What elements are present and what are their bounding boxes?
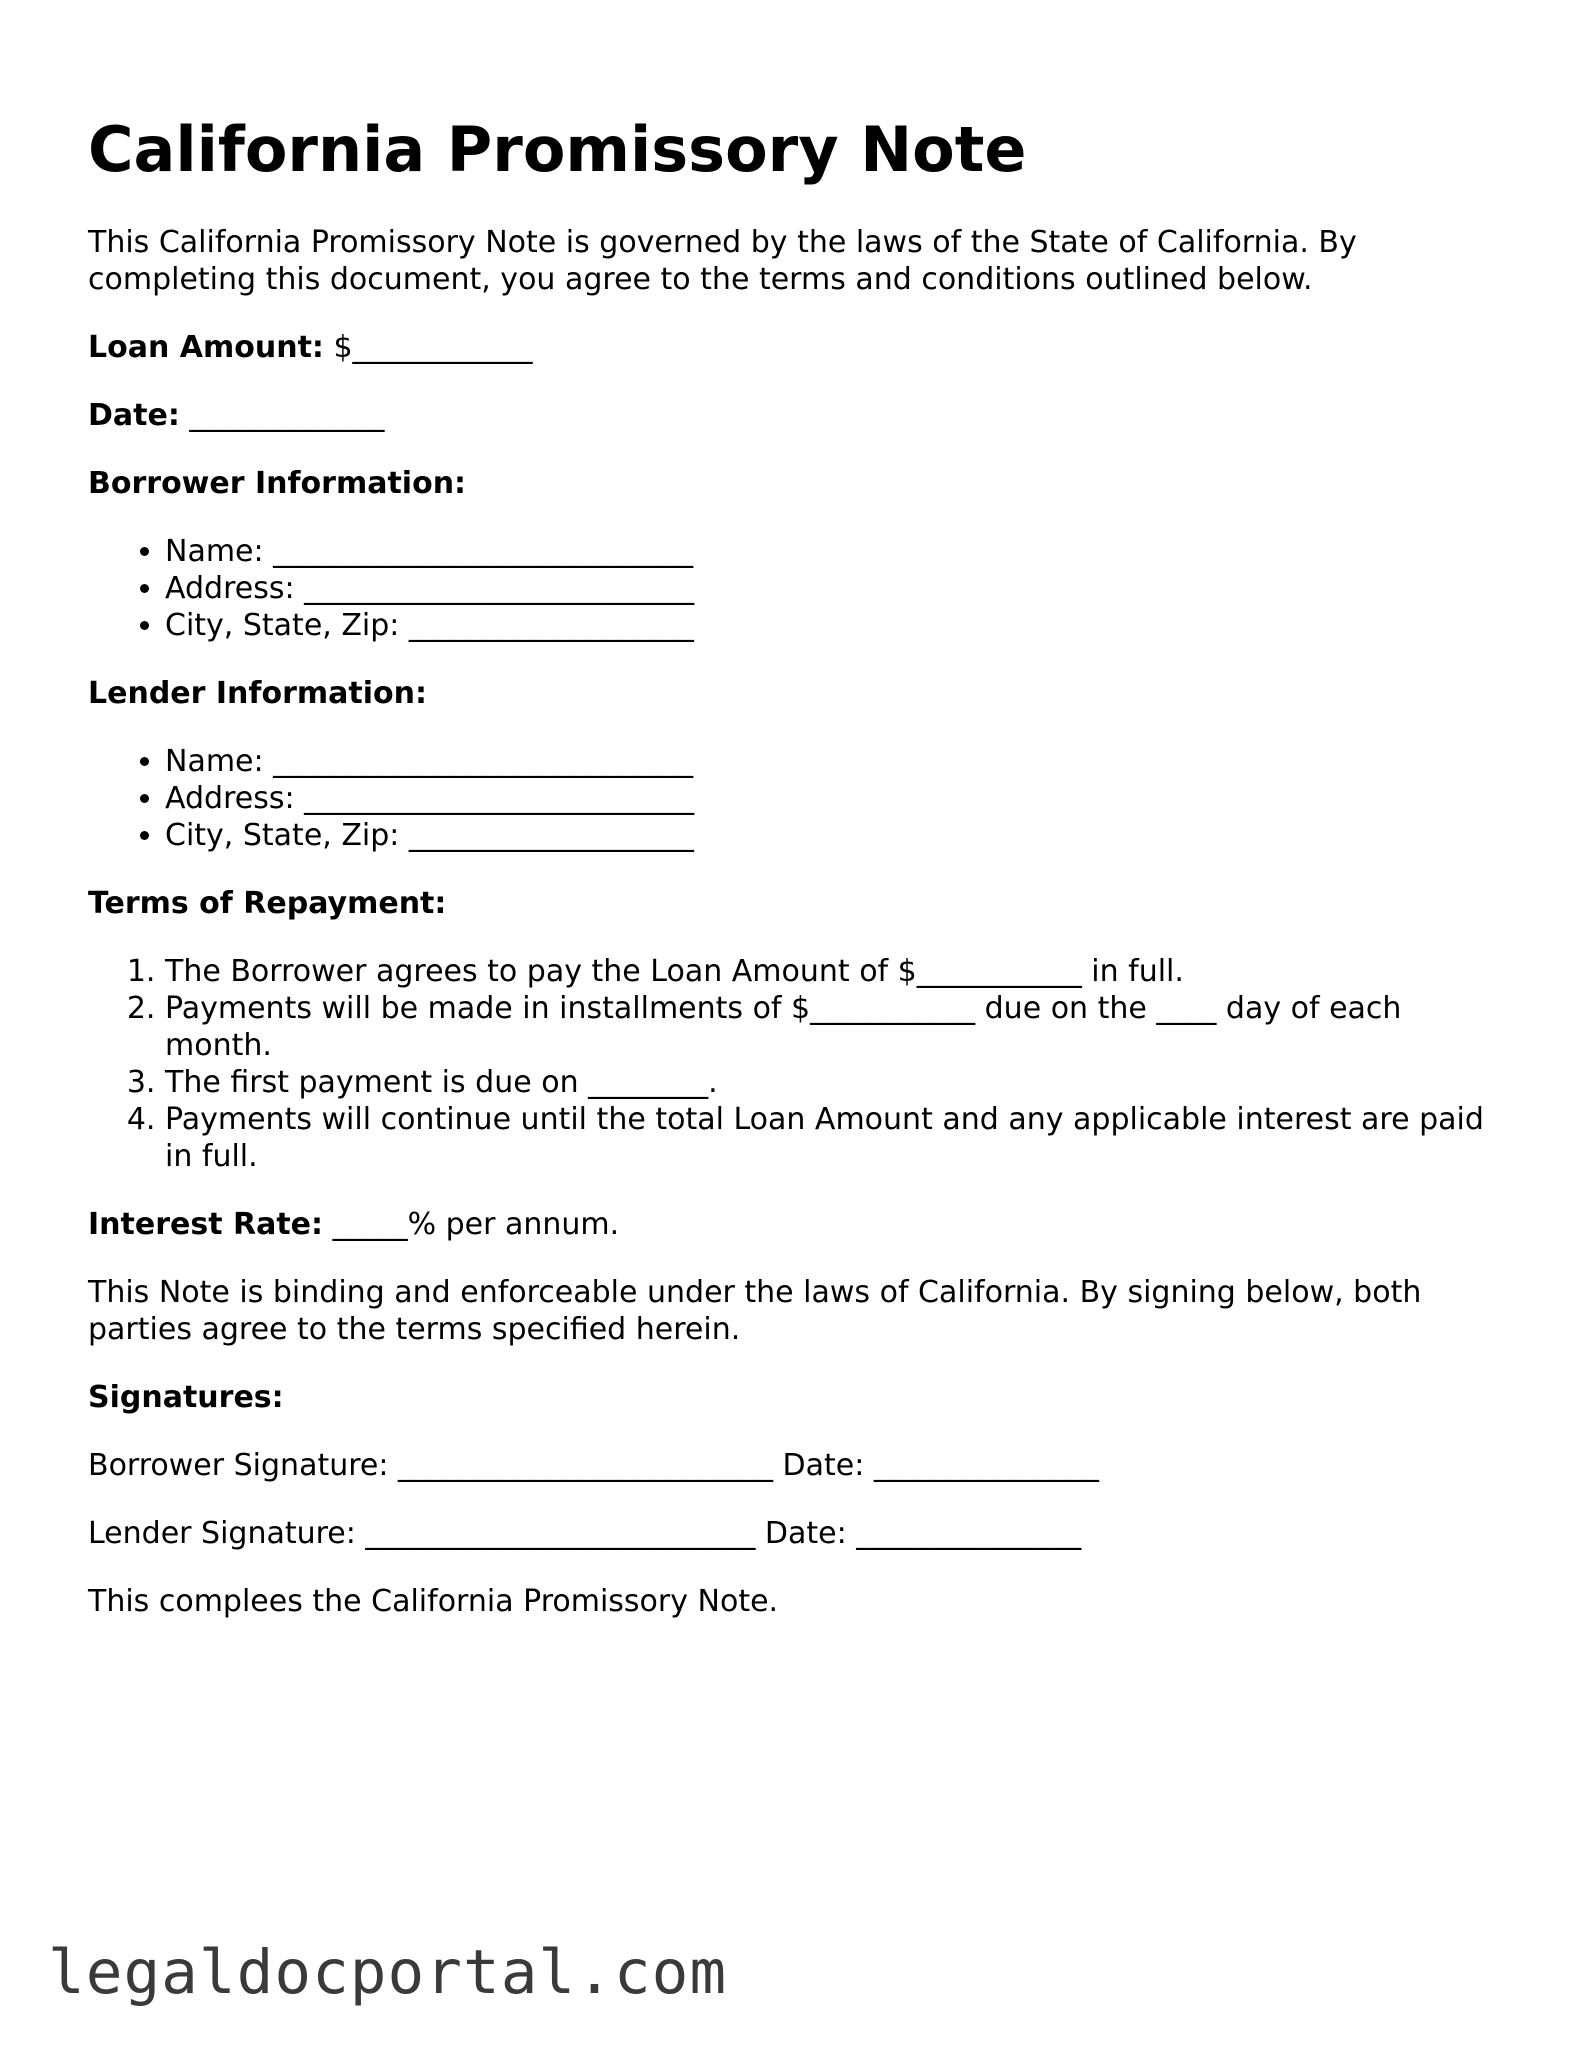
lender-city-item: • City, State, Zip: ___________________	[165, 817, 1508, 854]
repayment-list	[88, 953, 1508, 1175]
intro-paragraph: This California Promissory Note is governed by the laws of the State of California. By completing this document, you agree to the terms and conditions outlined below.	[88, 225, 1357, 297]
date-label: Date:	[88, 398, 180, 433]
watermark: legaldocportal.com	[48, 1937, 728, 2008]
repayment-item: 2. Payments will be made in installments of $___________ due on the ____ day of each month.	[165, 990, 1508, 1064]
date-blank: _____________	[189, 398, 385, 433]
loan-amount-line	[88, 329, 1508, 366]
borrower-address-item: • Address: __________________________	[165, 570, 1508, 607]
repayment-item: 3. The first payment is due on ________.	[165, 1064, 1508, 1101]
date-line	[88, 397, 1508, 434]
closing-paragraph: This complees the California Promissory Note.	[88, 1584, 779, 1619]
loan-amount-blank: $____________	[333, 330, 533, 365]
repayment-heading: Terms of Repayment:	[88, 886, 447, 921]
document-title: California Promissory Note	[88, 113, 1027, 186]
interest-rate-blank: _____% per annum.	[332, 1207, 620, 1242]
borrower-list	[88, 533, 1508, 644]
borrower-heading: Borrower Information:	[88, 466, 467, 501]
loan-amount-label: Loan Amount:	[88, 330, 324, 365]
binding-paragraph: This Note is binding and enforceable under the laws of California. By signing below, both parties agree to the terms specified herein.	[88, 1275, 1422, 1347]
repayment-item: 1. The Borrower agrees to pay the Loan Amount of $___________ in full.	[165, 953, 1508, 990]
borrower-city-item: • City, State, Zip: ___________________	[165, 607, 1508, 644]
interest-rate-label: Interest Rate:	[88, 1207, 324, 1242]
lender-name-item: • Name: ____________________________	[165, 743, 1508, 780]
repayment-item: 4. Payments will continue until the total Loan Amount and any applicable interest are paid in full.	[165, 1101, 1508, 1175]
interest-rate-line	[88, 1206, 1508, 1243]
lender-heading: Lender Information:	[88, 676, 427, 711]
lender-list	[88, 743, 1508, 854]
borrower-name-item: • Name: ____________________________	[165, 533, 1508, 570]
signatures-heading: Signatures:	[88, 1380, 284, 1415]
document-page	[88, 110, 1508, 1620]
lender-address-item: • Address: __________________________	[165, 780, 1508, 817]
borrower-signature-line: Borrower Signature: _________________________ Date: _______________	[88, 1448, 1099, 1483]
lender-signature-line: Lender Signature: __________________________ Date: _______________	[88, 1516, 1082, 1551]
